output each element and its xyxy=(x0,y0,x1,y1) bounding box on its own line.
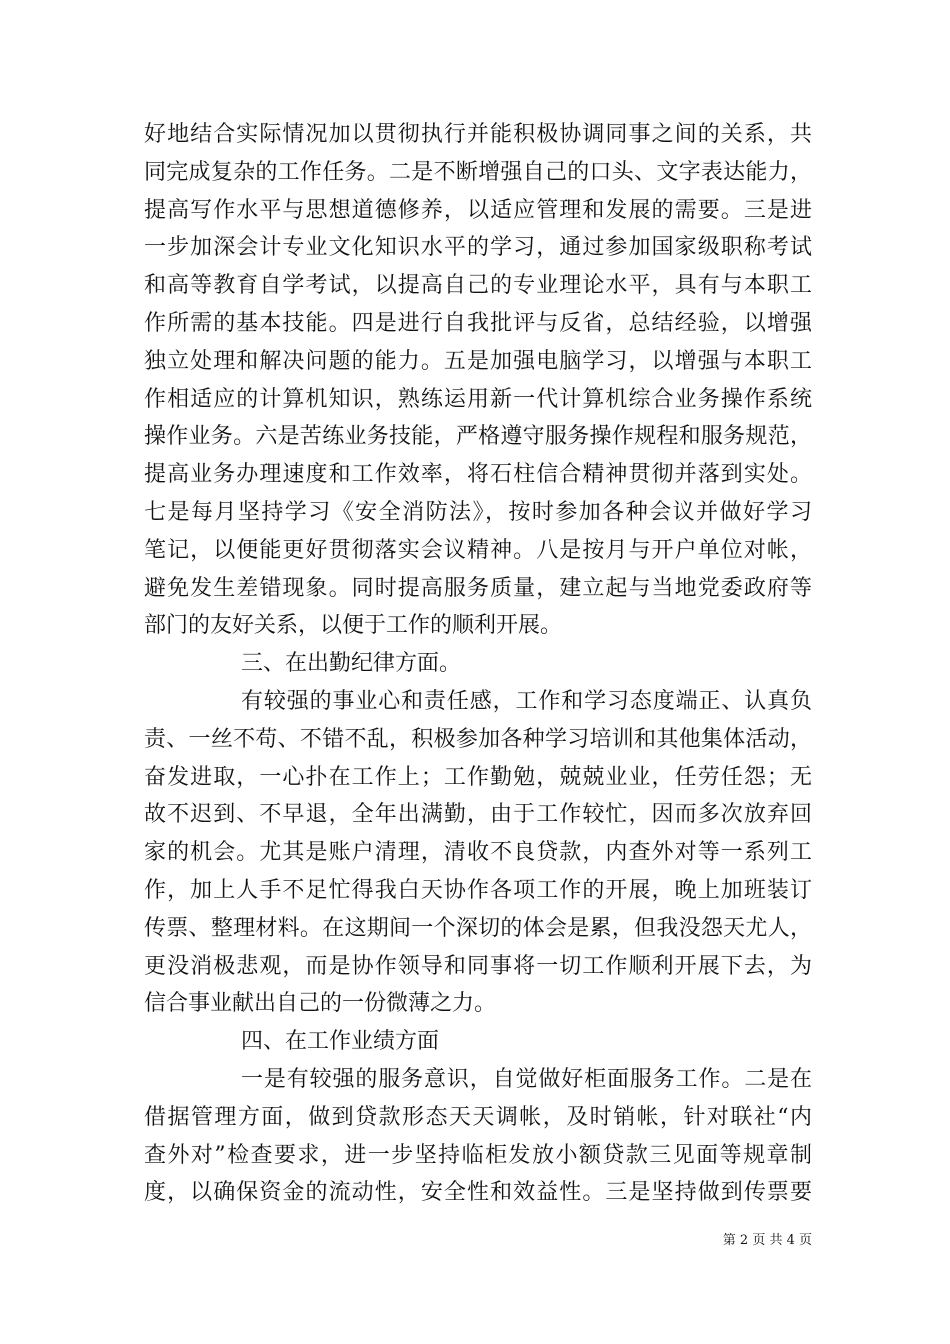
text-line: 一步加深会计专业文化知识水平的学习，通过参加国家级职称考试 xyxy=(144,235,812,261)
text-line: 提高业务办理速度和工作效率，将石柱信合精神贯彻并落到实处。 xyxy=(144,462,812,488)
text-line: 好地结合实际情况加以贯彻执行并能积极协调同事之间的关系，共 xyxy=(144,122,812,147)
text-line: 部门的友好关系，以便于工作的顺利开展。 xyxy=(144,613,563,639)
document-body xyxy=(144,116,812,1212)
page-number-footer: 第 2 页 共 4 页 xyxy=(722,1233,812,1248)
text-line: 作相适应的计算机知识，熟练运用新一代计算机综合业务操作系统 xyxy=(144,386,812,412)
text-line: 故不迟到、不早退，全年出满勤，由于工作较忙，因而多次放弃回 xyxy=(144,802,812,828)
text-line: 度，以确保资金的流动性，安全性和效益性。三是坚持做到传票要 xyxy=(144,1180,812,1206)
text-line: 独立处理和解决问题的能力。五是加强电脑学习，以增强与本职工 xyxy=(144,348,812,374)
text-line: 信合事业献出自己的一份微薄之力。 xyxy=(144,991,497,1017)
text-line: 操作业务。六是苦练业务技能，严格遵守服务操作规程和服务规范， xyxy=(144,424,812,450)
section-heading: 三、在出勤纪律方面。 xyxy=(241,651,462,677)
text-line: 借据管理方面，做到贷款形态天天调帐，及时销帐，针对联社“内 xyxy=(144,1104,812,1130)
text-line: 更没消极悲观，而是协作领导和同事将一切工作顺利开展下去，为 xyxy=(144,953,812,979)
section-heading: 四、在工作业绩方面 xyxy=(241,1029,440,1055)
text-line: 和高等教育自学考试，以提高自己的专业理论水平，具有与本职工 xyxy=(144,273,812,299)
text-line: 家的机会。尤其是账户清理，清收不良贷款，内查外对等一系列工 xyxy=(144,840,812,866)
text-line: 一是有较强的服务意识，自觉做好柜面服务工作。二是在 xyxy=(241,1066,812,1092)
text-line: 有较强的事业心和责任感，工作和学习态度端正、认真负 xyxy=(241,688,812,714)
text-line: 作所需的基本技能。四是进行自我批评与反省，总结经验，以增强 xyxy=(144,310,812,336)
text-line: 责、一丝不苟、不错不乱，积极参加各种学习培训和其他集体活动， xyxy=(144,726,812,752)
text-line: 提高写作水平与思想道德修养，以适应管理和发展的需要。三是进 xyxy=(144,197,812,223)
text-line: 传票、整理材料。在这期间一个深切的体会是累，但我没怨天尤人， xyxy=(144,915,812,941)
text-line: 奋发进取，一心扑在工作上；工作勤勉，兢兢业业，任劳任怨；无 xyxy=(144,764,812,790)
text-line: 避免发生差错现象。同时提高服务质量，建立起与当地党委政府等 xyxy=(144,575,812,601)
text-line: 笔记，以便能更好贯彻落实会议精神。八是按月与开户单位对帐， xyxy=(144,537,812,563)
text-line: 同完成复杂的工作任务。二是不断增强自己的口头、文字表达能力， xyxy=(144,159,812,185)
text-line: 查外对”检查要求，进一步坚持临柜发放小额贷款三见面等规章制 xyxy=(144,1142,812,1168)
text-line: 七是每月坚持学习《安全消防法》，按时参加各种会议并做好学习 xyxy=(144,499,812,525)
text-line: 作，加上人手不足忙得我白天协作各项工作的开展，晚上加班装订 xyxy=(144,877,812,903)
